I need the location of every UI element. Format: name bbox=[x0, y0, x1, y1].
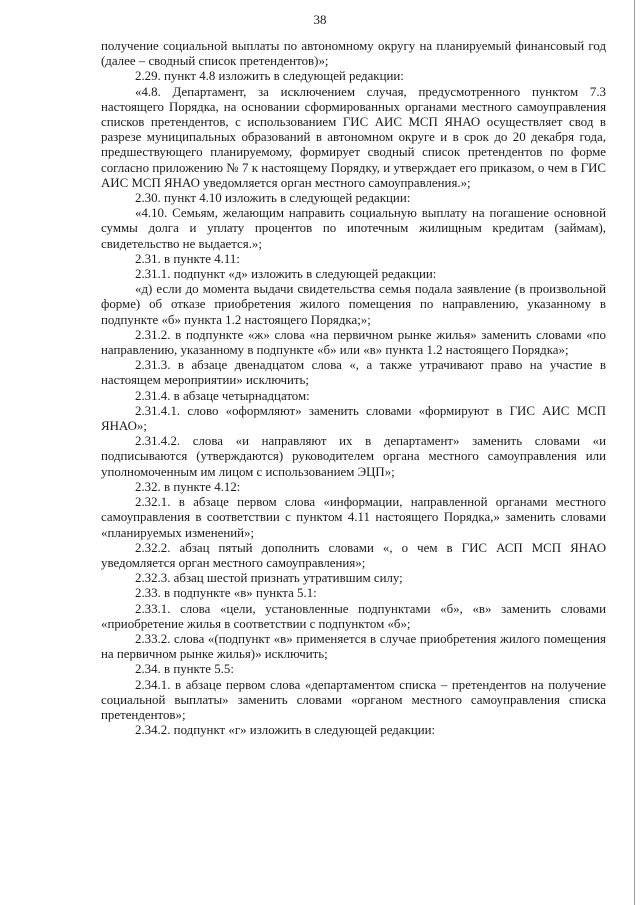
paragraph: 2.34.2. подпункт «г» изложить в следующей редакции: bbox=[135, 723, 436, 738]
paragraph: 2.32.3. абзац шестой признать утратившим силу; bbox=[135, 571, 403, 586]
scan-edge-divider bbox=[634, 0, 635, 905]
paragraph: 2.32. в пункте 4.12: bbox=[135, 479, 241, 494]
paragraph: 2.29. пункт 4.8 изложить в следующей редакции: bbox=[135, 69, 404, 84]
paragraph: 2.31.4.1. слово «оформляют» заменить словами «формируют в ГИС АИС МСП ЯНАО»; bbox=[101, 403, 606, 434]
paragraph: 2.31.1. подпункт «д» изложить в следующей редакции: bbox=[135, 267, 437, 282]
paragraph: 2.31.2. в подпункте «ж» слова «на первичном рынке жилья» заменить словами «по направлению, указанному в подпункте «б» или «в» пункта 1.2 настоящего Порядка»; bbox=[101, 327, 606, 358]
paragraph: получение социальной выплаты по автономному округу на планируемый финансовый год (далее – сводный список претендентов)»; bbox=[101, 39, 606, 69]
page-number: 38 bbox=[313, 12, 327, 27]
paragraph: 2.31. в пункте 4.11: bbox=[135, 251, 240, 266]
paragraph: 2.33.2. слова «(подпункт «в» применяется в случае приобретения жилого помещения на первичном рынке жилья)» исключить; bbox=[101, 631, 606, 662]
paragraph: 2.32.2. абзац пятый дополнить словами «, о чем в ГИС АСП МСП ЯНАО уведомляется орган местного самоуправления»; bbox=[101, 540, 606, 570]
paragraph: 2.32.1. в абзаце первом слова «информации, направленной органами местного самоуправления в соответствии с пунктом 4.11 настоящего Порядка,» заменить словами «планируемых изменений»; bbox=[101, 495, 606, 540]
paragraph: 2.34.1. в абзаце первом слова «департаментом списка – претендентов на получение социальной выплаты» заменить словами «органом местного самоуправления списка претендентов»; bbox=[101, 677, 606, 722]
paragraph: 2.33. в подпункте «в» пункта 5.1: bbox=[135, 586, 317, 601]
paragraph: «д) если до момента выдачи свидетельства семья подала заявление (в произвольной форме) об отказе приобретения жилого помещения по направлению, указанному в подпункте «б» пункта 1.2 настоящего Порядка;»; bbox=[101, 282, 606, 327]
paragraph: 2.31.3. в абзаце двенадцатом слова «, а также утрачивают право на участие в настоящем мероприятии» исключить; bbox=[101, 358, 606, 388]
paragraph: 2.34. в пункте 5.5: bbox=[135, 662, 234, 677]
paragraph: 2.30. пункт 4.10 изложить в следующей редакции: bbox=[135, 191, 411, 206]
document-body bbox=[101, 39, 606, 738]
paragraph: 2.31.4.2. слова «и направляют их в департамент» заменить словами «и подписываются (утверждаются) руководителем органа местного самоуправления или уполномоченным им лицом с использованием ЭЦП»; bbox=[101, 434, 606, 479]
paragraph: 2.33.1. слова «цели, установленные подпунктами «б», «в» заменить словами «приобретение жилья в соответствии с подпунктом «б»; bbox=[101, 601, 606, 631]
paragraph: 2.31.4. в абзаце четырнадцатом: bbox=[135, 388, 310, 403]
paragraph: «4.8. Департамент, за исключением случая, предусмотренного пунктом 7.3 настоящего Порядка, на основании сформированных органами местного самоуправления списков претендентов, с использованием ГИС АИС МСП ЯНАО осуществляет свод в разрезе муниципальных образований в автономном округе и в срок до 20 декабря года, предшествующего планируемому, формирует сводный список претендентов по форме согласно приложению № 7 к настоящему Порядку, и утверждает его приказом, о чем в ГИС АИС МСП ЯНАО уведомляется орган местного самоуправления.»; bbox=[101, 84, 606, 190]
paragraph: «4.10. Семьям, желающим направить социальную выплату на погашение основной суммы долга и уплату процентов по ипотечным жилищным кредитам (займам), свидетельство не выдается.»; bbox=[101, 206, 606, 251]
